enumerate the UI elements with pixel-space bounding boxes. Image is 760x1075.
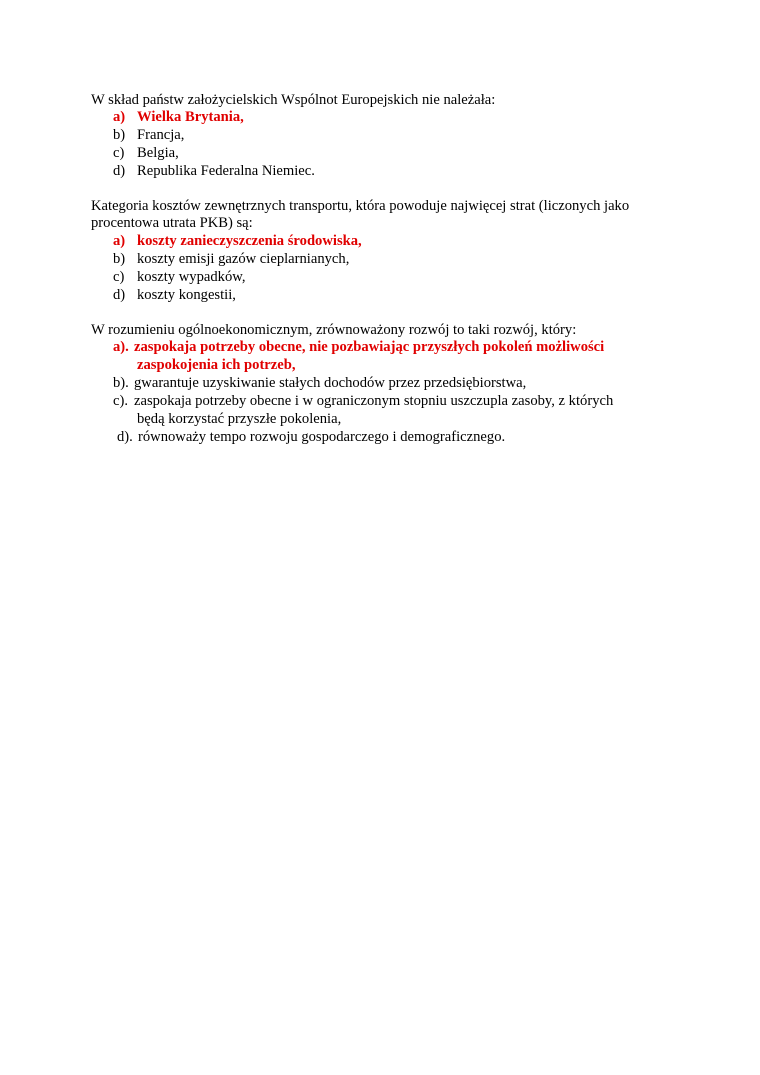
question-1-text: W skład państw założycielskich Wspólnot Europejskich nie należała: [91,92,496,108]
option-label: a). [113,339,129,355]
option-text: koszty zanieczyszczenia środowiska, [137,233,362,249]
question-3 [0,322,760,452]
option-text: Republika Federalna Niemiec. [137,163,315,179]
option-text: równoważy tempo rozwoju gospodarczego i demograficznego. [138,429,506,445]
option-label: c) [113,269,125,285]
question-3-text: W rozumieniu ogólnoekonomicznym, zrównoważony rozwój to taki rozwój, który: [91,322,577,338]
option-label: c). [113,393,128,409]
option-label: d) [113,163,126,179]
option-text: koszty emisji gazów cieplarnianych, [137,251,350,267]
option-text-line-1: zaspokaja potrzeby obecne, nie pozbawiając przyszłych pokoleń możliwości [134,339,605,355]
question-1 [0,92,760,192]
option-text-line-2: będą korzystać przyszłe pokolenia, [137,411,342,427]
option-label: b). [113,375,129,391]
option-label: b) [113,127,126,143]
question-2-text: Kategoria kosztów zewnętrznych transportu, która powoduje najwięcej strat (liczonych jako procentowa utrata PKB) są: [91,198,630,232]
option-text: Francja, [137,127,185,143]
option-text: Wielka Brytania, [137,109,244,125]
question-2 [0,198,760,308]
option-text: gwarantuje uzyskiwanie stałych dochodów przez przedsiębiorstwa, [134,375,527,391]
option-label: d). [117,429,133,445]
option-text-line-1: zaspokaja potrzeby obecne i w ograniczonym stopniu uszczupla zasoby, z których [134,393,614,409]
option-label: d) [113,287,126,303]
option-text: koszty wypadków, [137,269,246,285]
option-text: Belgia, [137,145,179,161]
option-label: c) [113,145,125,161]
option-label: a) [113,109,126,125]
option-text-line-2: zaspokojenia ich potrzeb, [137,357,296,373]
option-label: a) [113,233,126,249]
option-text: koszty kongestii, [137,287,236,303]
option-label: b) [113,251,126,267]
